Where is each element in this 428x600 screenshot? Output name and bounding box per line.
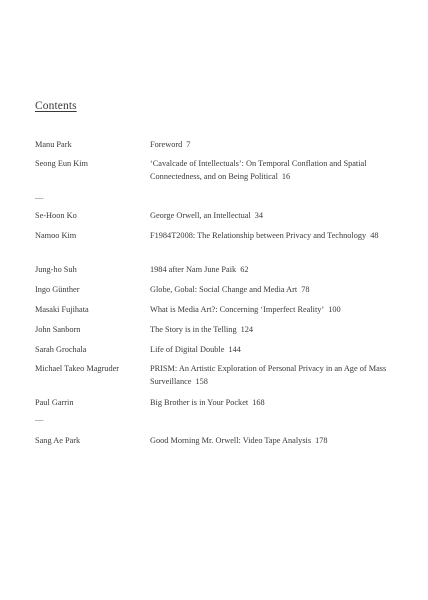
- toc-author: John Sanborn: [35, 325, 81, 334]
- toc-page-number: 100: [328, 305, 341, 314]
- toc-page-number: 62: [240, 265, 249, 274]
- toc-page-number: 168: [252, 398, 265, 407]
- toc-title: Foreword 7: [150, 140, 191, 149]
- toc-author: Namoo Kim: [35, 231, 77, 240]
- toc-title: F1984T2008: The Relationship between Privacy and Technology 48: [150, 231, 379, 240]
- toc-page-number: 7: [186, 140, 191, 149]
- toc-title: PRISM: An Artistic Exploration of Personal Privacy in an Age of Mass Surveillance 158: [150, 364, 387, 386]
- toc-author: Michael Takeo Magruder: [35, 364, 120, 373]
- toc-title: 1984 after Nam June Paik 62: [150, 265, 249, 274]
- toc-page-number: 16: [281, 171, 291, 181]
- toc-title: The Story is in the Telling 124: [150, 325, 254, 334]
- toc-title: Big Brother is in Your Pocket 168: [150, 398, 265, 407]
- toc-author: Paul Garrin: [35, 398, 74, 407]
- toc-title: George Orwell, an Intellectual 34: [150, 211, 264, 220]
- toc-author: Masaki Fujihata: [35, 305, 89, 314]
- section-separator: —: [35, 193, 44, 202]
- toc-title: Life of Digital Double 144: [150, 345, 241, 354]
- page-title: Contents: [35, 100, 77, 112]
- toc-title: Globe, Gobal: Social Change and Media Art 78: [150, 285, 310, 294]
- toc-page-number: 124: [240, 325, 254, 334]
- toc-page-number: 144: [228, 345, 241, 354]
- toc-page-number: 78: [301, 285, 310, 294]
- toc-author: Ingo Günther: [35, 285, 80, 294]
- toc-author: Sarah Grochala: [35, 345, 87, 354]
- toc-author: Se-Hoon Ko: [35, 211, 77, 220]
- toc-author: Sang Ae Park: [35, 436, 81, 445]
- toc-page-number: 158: [195, 376, 208, 386]
- toc-author: Seong Eun Kim: [35, 159, 89, 168]
- toc-title: ‘Cavalcade of Intellectuals’: On Temporal Conflation and Spatial Connectedness, and on Being Political 16: [150, 159, 367, 181]
- toc-page-number: 34: [254, 211, 264, 220]
- toc-page-number: 48: [370, 231, 379, 240]
- toc-title: What is Media Art?: Concerning ‘Imperfect Reality’ 100: [150, 305, 341, 314]
- toc-author: Jung-ho Suh: [35, 265, 77, 274]
- toc-author: Manu Park: [35, 140, 72, 149]
- toc-title: Good Morning Mr. Orwell: Video Tape Analysis 178: [150, 436, 328, 445]
- toc-page-number: 178: [315, 436, 328, 445]
- section-separator: —: [35, 415, 44, 424]
